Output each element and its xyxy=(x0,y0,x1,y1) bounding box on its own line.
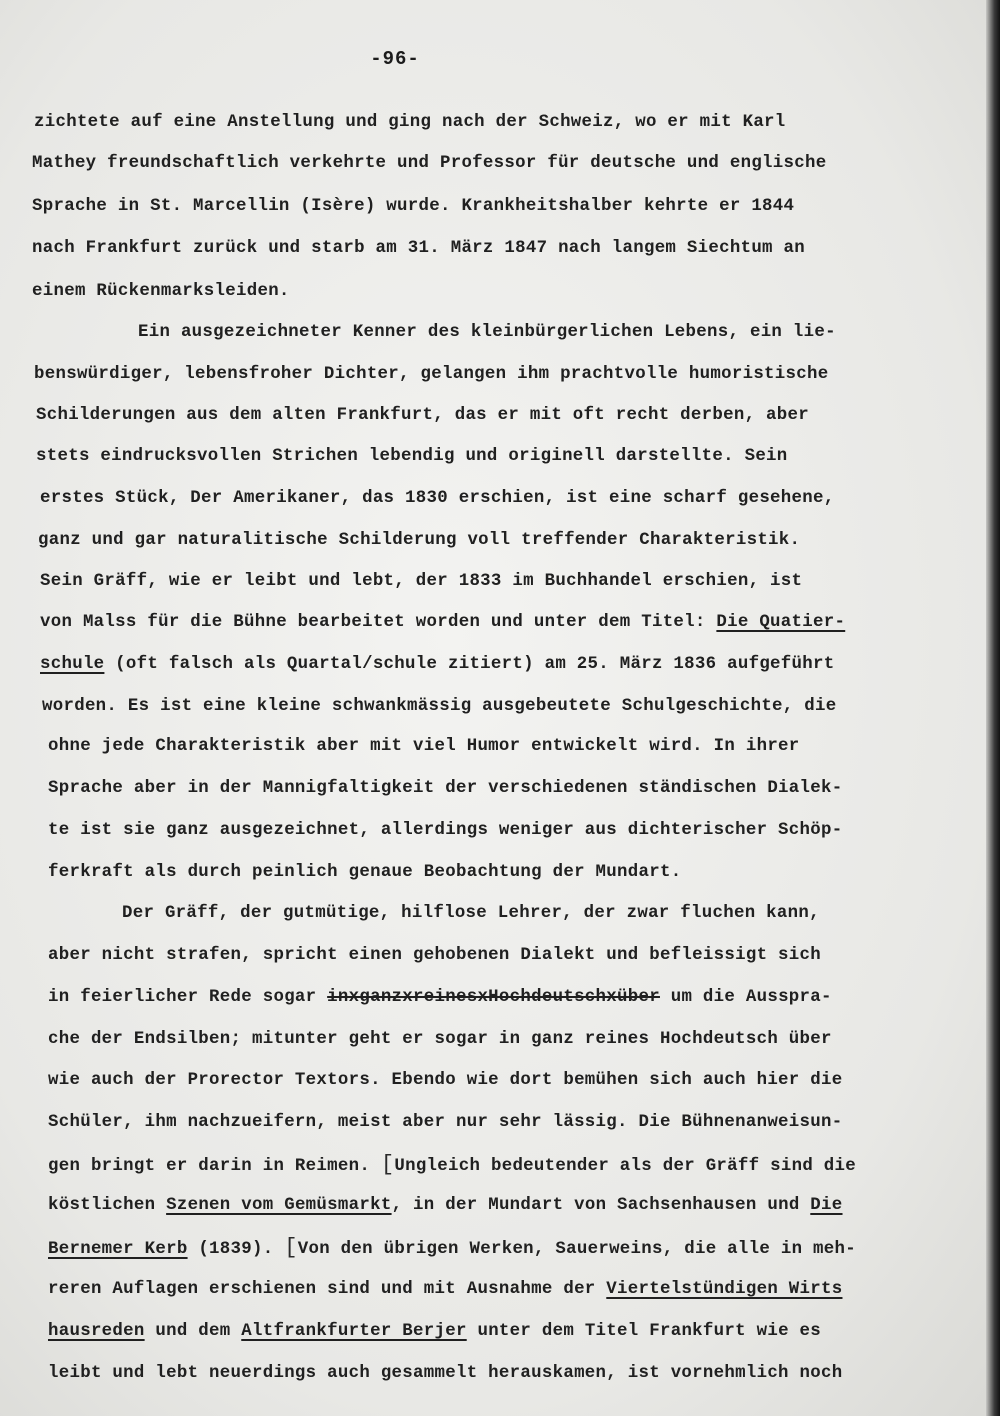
text-segment: Viertelstündigen Wirts xyxy=(606,1280,843,1299)
text-segment: te ist sie ganz ausgezeichnet, allerdings weniger aus dichterischer Schöp- xyxy=(48,821,843,840)
text-segment: Sprache in St. Marcellin (Isère) wurde. Krankheitshalber kehrte er 1844 xyxy=(32,197,795,216)
text-segment: Ein ausgezeichneter Kenner des kleinbürgerlichen Lebens, ein lie- xyxy=(138,323,836,342)
text-segment: schule xyxy=(40,655,105,674)
text-line xyxy=(40,654,834,676)
text-segment: Schilderungen aus dem alten Frankfurt, das er mit oft recht derben, aber xyxy=(36,406,809,425)
text-segment: worden. Es ist eine kleine schwankmässig ausgebeutete Schulgeschichte, die xyxy=(42,697,837,716)
text-line xyxy=(138,322,836,344)
text-segment: inxganzxreinesxHochdeutschxüber xyxy=(327,988,660,1007)
text-segment: erstes Stück, Der Amerikaner, das 1830 erschien, ist eine scharf gesehene, xyxy=(40,489,835,508)
text-segment: Von den übrigen Werken, Sauerweins, die alle in meh- xyxy=(297,1240,856,1259)
page-edge-shadow xyxy=(986,0,1000,1416)
text-line xyxy=(48,862,681,884)
text-segment: Altfrankfurter Berjer xyxy=(241,1322,467,1341)
text-line xyxy=(48,1363,842,1385)
text-line xyxy=(48,987,832,1009)
text-line xyxy=(122,903,820,925)
text-segment: Sein Gräff, wie er leibt und lebt, der 1833 im Buchhandel erschien, ist xyxy=(40,572,803,591)
text-line xyxy=(48,736,800,758)
text-segment: ferkraft als durch peinlich genaue Beobachtung der Mundart. xyxy=(48,863,682,882)
text-segment: stets eindrucksvollen Strichen lebendig und originell darstellte. Sein xyxy=(36,447,788,466)
text-segment: und dem xyxy=(144,1322,242,1341)
text-segment: [ xyxy=(284,1235,298,1260)
text-segment: gen bringt er darin in Reimen. xyxy=(48,1157,381,1176)
text-segment: Der Gräff, der gutmütige, hilflose Lehrer, der zwar fluchen kann, xyxy=(122,904,820,923)
text-segment: Bernemer Kerb xyxy=(48,1240,188,1259)
text-segment: ganz und gar naturalitische Schilderung voll treffender Charakteristik. xyxy=(38,531,801,550)
text-segment: zichtete auf eine Anstellung und ging nach der Schweiz, wo er mit Karl xyxy=(34,113,786,132)
text-line xyxy=(42,696,836,718)
page-number: -96- xyxy=(370,48,420,70)
text-line xyxy=(40,488,834,510)
text-line xyxy=(48,1195,843,1217)
text-line xyxy=(48,820,842,842)
text-line xyxy=(48,1029,832,1051)
text-segment: Sprache aber in der Mannigfaltigkeit der verschiedenen ständischen Dialek- xyxy=(48,779,843,798)
text-segment: Die xyxy=(810,1196,843,1215)
text-line xyxy=(34,364,828,386)
text-segment: hausreden xyxy=(48,1322,145,1341)
text-segment: [ xyxy=(380,1152,395,1177)
text-segment: nach Frankfurt zurück und starb am 31. März 1847 nach langem Siechtum an xyxy=(32,239,805,258)
text-line xyxy=(36,405,809,427)
text-segment: wie auch der Prorector Textors. Ebendo wie dort bemühen sich auch hier die xyxy=(48,1071,843,1090)
text-line xyxy=(48,1154,856,1178)
text-line xyxy=(32,238,805,260)
text-segment: Szenen vom Gemüsmarkt xyxy=(166,1196,392,1215)
text-line xyxy=(32,281,290,303)
text-segment: von Malss für die Bühne bearbeitet worden und unter dem Titel: xyxy=(40,613,717,632)
text-line xyxy=(48,778,842,800)
text-segment: aber nicht strafen, spricht einen gehobenen Dialekt und befleissigt sich xyxy=(48,946,821,965)
text-line xyxy=(48,1237,856,1261)
text-segment: Die Quatier- xyxy=(716,613,846,632)
text-segment: in feierlicher Rede sogar xyxy=(48,988,328,1007)
text-segment: (oft falsch als Quartal/schule zitiert) am 25. März 1836 aufgeführt xyxy=(104,655,835,674)
text-segment: benswürdiger, lebensfroher Dichter, gelangen ihm prachtvolle humoristische xyxy=(34,365,829,384)
text-line xyxy=(48,1112,842,1134)
text-segment: köstlichen xyxy=(48,1196,167,1215)
text-line xyxy=(38,530,800,552)
text-line xyxy=(48,1321,821,1343)
text-line xyxy=(32,196,794,218)
text-line xyxy=(34,112,786,134)
text-line xyxy=(36,446,788,468)
text-segment: Ungleich bedeutender als der Gräff sind die xyxy=(394,1157,856,1176)
text-segment: Mathey freundschaftlich verkehrte und Professor für deutsche und englische xyxy=(32,154,827,173)
text-line xyxy=(40,571,802,593)
text-line xyxy=(48,945,821,967)
text-line xyxy=(40,612,845,634)
text-segment: reren Auflagen erschienen sind und mit Ausnahme der xyxy=(48,1280,607,1299)
text-segment: einem Rückenmarksleiden. xyxy=(32,282,290,301)
text-segment: unter dem Titel Frankfurt wie es xyxy=(466,1322,822,1341)
text-line xyxy=(32,153,826,175)
text-segment: , in der Mundart von Sachsenhausen und xyxy=(391,1196,811,1215)
text-segment: Schüler, ihm nachzueifern, meist aber nur sehr lässig. Die Bühnenanweisun- xyxy=(48,1113,843,1132)
text-line xyxy=(48,1279,842,1301)
text-line xyxy=(48,1070,842,1092)
text-segment: leibt und lebt neuerdings auch gesammelt herauskamen, ist vornehmlich noch xyxy=(48,1364,843,1383)
text-segment: um die Ausspra- xyxy=(659,988,832,1007)
text-segment: che der Endsilben; mitunter geht er sogar in ganz reines Hochdeutsch über xyxy=(48,1030,832,1049)
text-segment: ohne jede Charakteristik aber mit viel Humor entwickelt wird. In ihrer xyxy=(48,737,800,756)
text-segment: (1839). xyxy=(187,1240,285,1259)
